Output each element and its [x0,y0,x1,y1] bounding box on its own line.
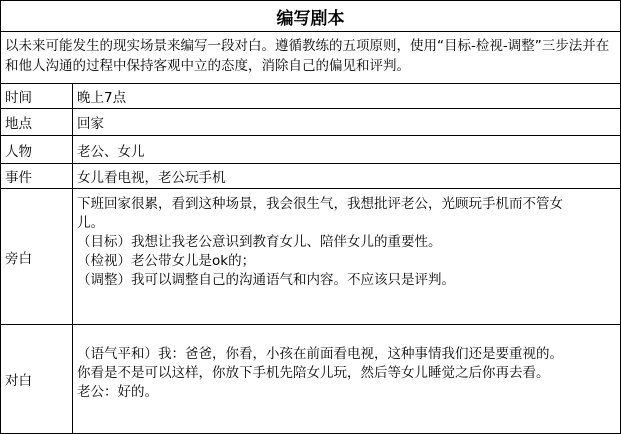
event-value: 女儿看电视，老公玩手机 [73,164,621,189]
place-value: 回家 [73,109,621,136]
place-label: 地点 [0,109,73,136]
sheet-title: 编写剧本 [0,0,621,32]
narration-label: 旁白 [0,189,73,325]
narration-line: （检视）老公带女儿是ok的； [77,253,256,269]
narration-line: （目标）我想让我老公意识到教育女儿、陪伴女儿的重要性。 [77,234,442,250]
narration-value [73,189,621,325]
people-label: 人物 [0,136,73,164]
event-label: 事件 [0,164,73,189]
dialogue-line: （语气平和）我：爸爸，你看，小孩在前面看电视，这种事情我们还是要重视的。 [77,346,563,362]
dialogue-line: 你看是不是可以这样，你放下手机先陪女儿玩，然后等女儿睡觉之后你再去看。 [77,365,550,381]
dialogue-line: 老公：好的。 [77,384,158,400]
time-label: 时间 [0,84,73,109]
time-value: 晚上7点 [73,84,621,109]
narration-line: 下班回家很累，看到这种场景，我会很生气，我想批评老公，光顾玩手机而不管女 [77,196,563,212]
dialogue-value [73,325,621,434]
narration-line: （调整）我可以调整自己的沟通语气和内容。不应该只是评判。 [77,272,455,288]
narration-line: 儿。 [77,215,104,231]
dialogue-label: 对白 [0,325,73,434]
intro-text: 以未来可能发生的现实场景来编写一段对白。遵循教练的五项原则，使用“目标-检视-调整”三步法并在和他人沟通的过程中保持客观中立的态度，消除自己的偏见和评判。 [0,32,621,84]
people-value: 老公、女儿 [73,136,621,164]
